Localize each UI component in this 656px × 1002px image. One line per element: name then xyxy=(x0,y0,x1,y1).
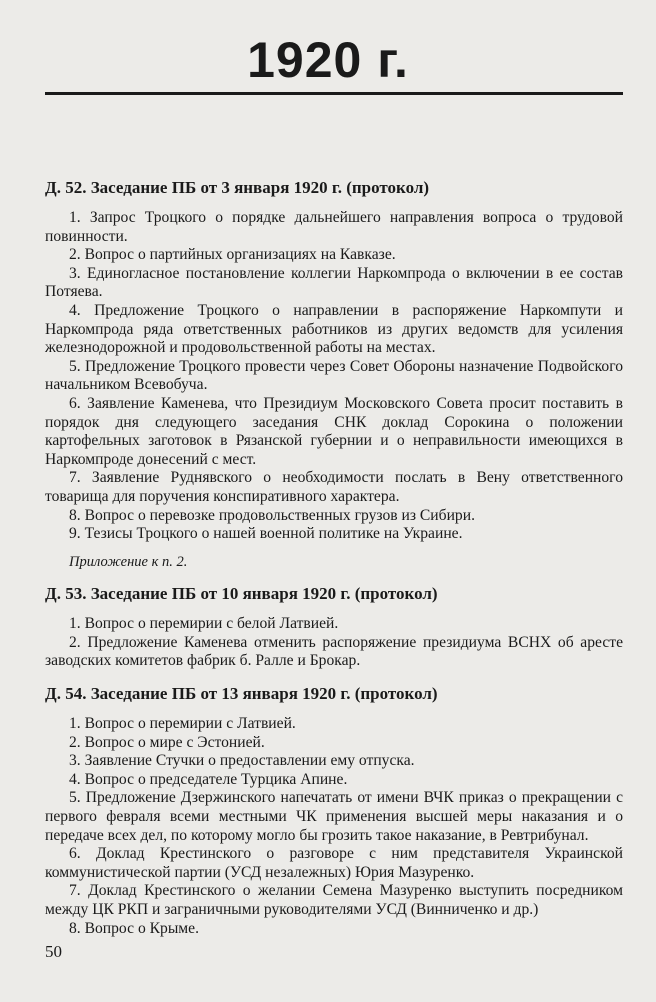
agenda-item: 6. Заявление Каменева, что Президиум Московского Совета просит поставить в порядок дня следующего заседания СНК доклад Сорокина о положении картофельных заготовок в Рязанской губернии и о неправильности имеющихся в Наркомпроде донесений с мест. xyxy=(45,394,623,468)
page-content xyxy=(45,178,623,938)
year-title: 1920 г. xyxy=(247,32,409,88)
agenda-item: 1. Вопрос о перемирии с белой Латвией. xyxy=(69,615,339,633)
agenda-item: 4. Предложение Троцкого о направлении в распоряжение Наркомпути и Наркомпрода ряда ответственных работников из других ведомств для усиления железнодорожной и продовольственной работы на местах. xyxy=(45,301,623,357)
agenda-item: 5. Предложение Троцкого провести через Совет Обороны назначение Подвойского начальником Всевобуча. xyxy=(45,357,623,394)
document-heading: Д. 54. Заседание ПБ от 13 января 1920 г. (протокол) xyxy=(45,684,438,704)
agenda-item: 4. Вопрос о председателе Турцика Апине. xyxy=(69,770,348,788)
agenda-item: 2. Вопрос о мире с Эстонией. xyxy=(69,733,265,751)
agenda-item: 2. Предложение Каменева отменить распоряжение президиума ВСНХ об аресте заводских комитетов фабрик б. Ралле и Брокар. xyxy=(45,633,623,670)
document-54 xyxy=(45,684,623,938)
agenda-item: 8. Вопрос о перевозке продовольственных грузов из Сибири. xyxy=(69,506,475,524)
agenda-item: 5. Предложение Дзержинского напечатать от имени ВЧК приказ о прекращении с первого февраля всеми местными ЧК применения высшей меры наказания и о передаче всех дел, по которому могло бы грозить такое наказание, в Ревтрибунал. xyxy=(45,789,623,844)
agenda-item: 3. Заявление Стучки о предоставлении ему отпуска. xyxy=(69,752,415,770)
document-heading: Д. 53. Заседание ПБ от 10 января 1920 г. (протокол) xyxy=(45,584,438,604)
agenda-item: 2. Вопрос о партийных организациях на Кавказе. xyxy=(69,246,396,264)
agenda-item: 7. Доклад Крестинского о желании Семена Мазуренко выступить посредником между ЦК РКП и заграничными руководителями УСД (Винниченко и др.) xyxy=(45,882,623,918)
agenda-item: 8. Вопрос о Крыме. xyxy=(69,919,199,937)
document-52 xyxy=(45,178,623,571)
agenda-item: 7. Заявление Руднявского о необходимости послать в Вену ответственного товарища для поручения конспиративного характера. xyxy=(45,469,623,505)
agenda-item: 3. Единогласное постановление коллегии Наркомпрода о включении в ее состав Потяева. xyxy=(45,264,623,301)
page-number: 50 xyxy=(45,942,62,961)
agenda-item: 1. Запрос Троцкого о порядке дальнейшего направления вопроса о трудовой повинности. xyxy=(45,209,623,245)
appendix-note: Приложение к п. 2. xyxy=(69,553,188,570)
agenda-item: 1. Вопрос о перемирии с Латвией. xyxy=(69,715,296,733)
document-heading: Д. 52. Заседание ПБ от 3 января 1920 г. (протокол) xyxy=(45,178,430,197)
title-rule xyxy=(45,92,623,95)
agenda-item: 9. Тезисы Троцкого о нашей военной политике на Украине. xyxy=(69,525,463,543)
document-53 xyxy=(45,584,623,671)
agenda-item: 6. Доклад Крестинского о разговоре с ним представителя Украинской коммунистической партии (УСД незалежных) Юрия Мазуренко. xyxy=(45,845,623,881)
